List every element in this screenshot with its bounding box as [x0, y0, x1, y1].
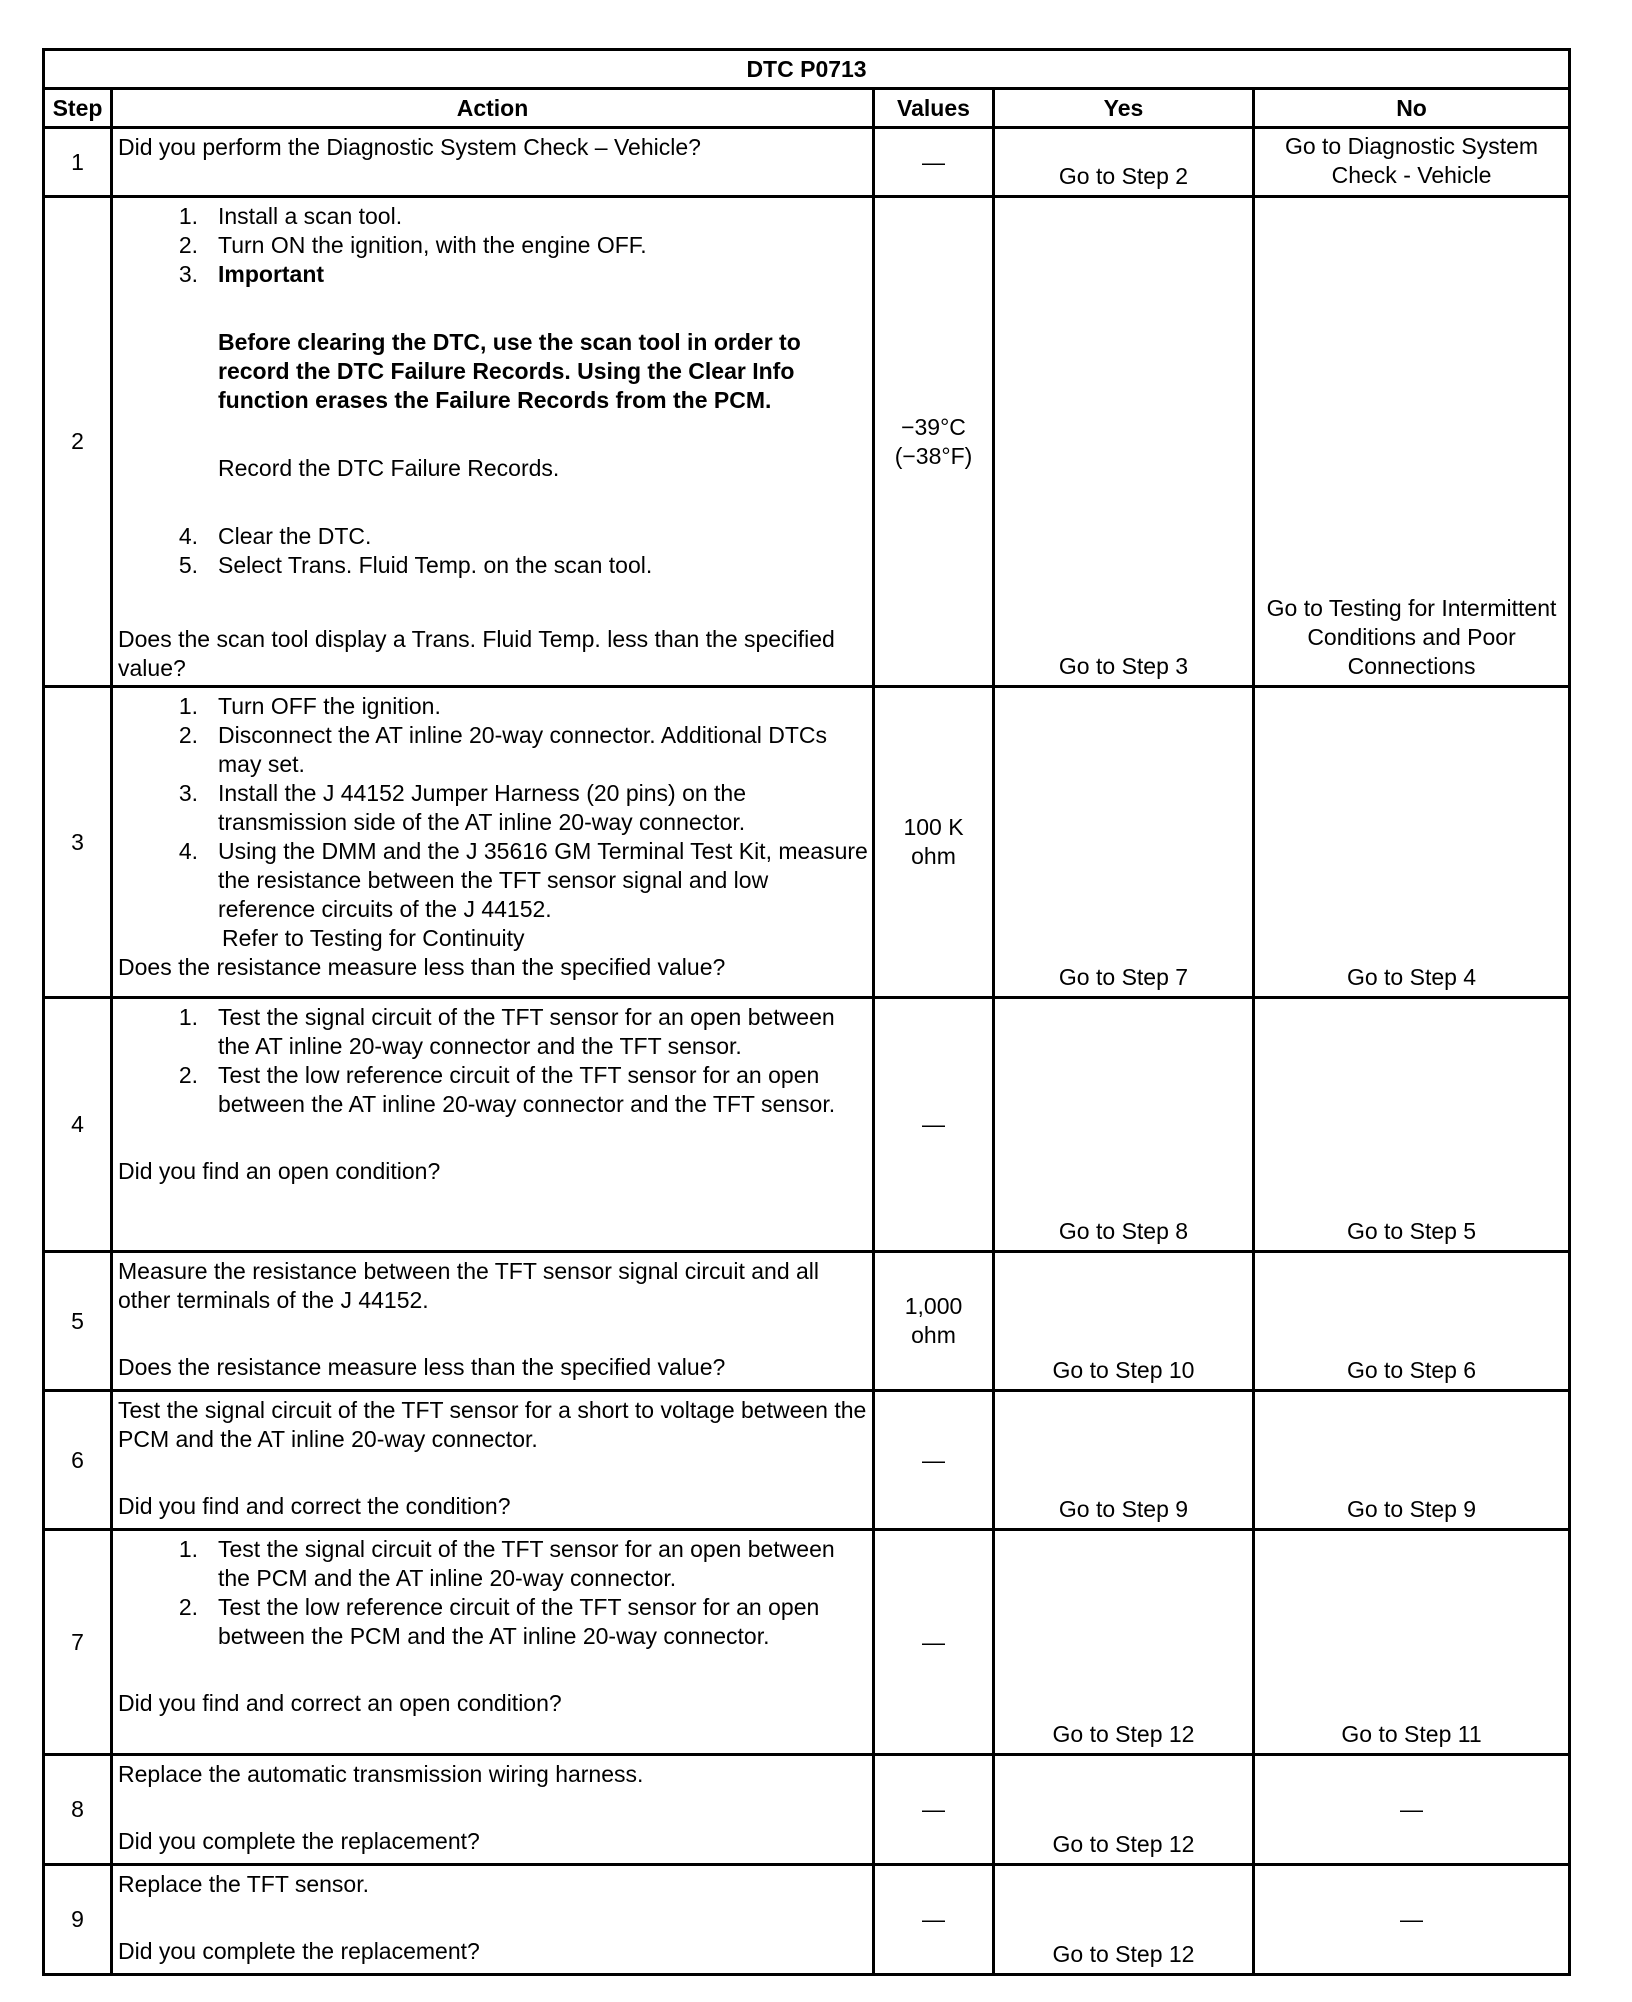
yes-link[interactable]: Go to Step 12	[994, 1755, 1254, 1865]
procedure-list	[118, 202, 868, 289]
action-question: Did you find and correct an open condition?	[118, 1690, 562, 1716]
action-cell	[112, 128, 874, 197]
yes-link[interactable]: Go to Step 12	[994, 1865, 1254, 1975]
action-question: Does the resistance measure less than the specified value?	[118, 954, 726, 980]
list-item: 3. Install the J 44152 Jumper Harness (20 pins) on the transmission side of the AT inline 20-way connector.	[178, 780, 747, 835]
no-link[interactable]: Go to Testing for Intermittent Conditions and Poor Connections	[1254, 197, 1570, 687]
action-instruction: Test the signal circuit of the TFT sensor for a short to voltage between the PCM and the AT inline 20-way connector.	[118, 1397, 867, 1452]
list-item: 2. Test the low reference circuit of the TFT sensor for an open between the PCM and the AT inline 20-way connector.	[178, 1594, 820, 1649]
list-item: 1. Turn OFF the ignition.	[178, 693, 441, 719]
value-cell: 100 K ohm	[874, 687, 994, 998]
action-cell	[112, 1252, 874, 1391]
no-link[interactable]: Go to Step 9	[1254, 1391, 1570, 1530]
value-cell: −39°C (−38°F)	[874, 197, 994, 687]
list-item: 1. Test the signal circuit of the TFT sensor for an open between the AT inline 20-way connector and the TFT sensor.	[178, 1004, 835, 1059]
procedure-list	[118, 1535, 868, 1651]
important-note: Before clearing the DTC, use the scan tool in order to record the DTC Failure Records. Using the Clear Info function erases the Failure Records from the PCM.	[218, 329, 801, 413]
table-row	[44, 1865, 1570, 1975]
yes-link[interactable]: Go to Step 9	[994, 1391, 1254, 1530]
yes-link[interactable]: Go to Step 12	[994, 1530, 1254, 1755]
header-yes: Yes	[994, 89, 1254, 128]
action-question: Did you find an open condition?	[118, 1158, 441, 1184]
no-value: —	[1254, 1865, 1570, 1975]
action-question: Did you complete the replacement?	[118, 1828, 480, 1854]
table-row	[44, 128, 1570, 197]
yes-link[interactable]: Go to Step 10	[994, 1252, 1254, 1391]
no-link[interactable]: Go to Step 6	[1254, 1252, 1570, 1391]
action-cell	[112, 1755, 874, 1865]
value-cell: —	[874, 998, 994, 1252]
header-step: Step	[44, 89, 112, 128]
table-row	[44, 1252, 1570, 1391]
list-item: 1. Install a scan tool.	[178, 203, 403, 229]
step-number: 4	[44, 998, 112, 1252]
list-item: 4. Using the DMM and the J 35616 GM Terminal Test Kit, measure the resistance between the TFT sensor signal and low reference circuits of the J 44152.	[178, 838, 868, 922]
no-link[interactable]: Go to Step 11	[1254, 1530, 1570, 1755]
step-number: 2	[44, 197, 112, 687]
yes-link[interactable]: Go to Step 7	[994, 687, 1254, 998]
list-item: 5. Select Trans. Fluid Temp. on the scan tool.	[178, 552, 653, 578]
value-cell: —	[874, 1865, 994, 1975]
header-values: Values	[874, 89, 994, 128]
table-title: DTC P0713	[44, 50, 1570, 89]
yes-link[interactable]: Go to Step 2	[994, 128, 1254, 197]
action-cell	[112, 1865, 874, 1975]
step-number: 3	[44, 687, 112, 998]
procedure-list	[118, 692, 868, 924]
step-number: 9	[44, 1865, 112, 1975]
list-item: 1. Test the signal circuit of the TFT sensor for an open between the PCM and the AT inline 20-way connector.	[178, 1536, 835, 1591]
table-row	[44, 1391, 1570, 1530]
value-cell: —	[874, 1755, 994, 1865]
no-link[interactable]: Go to Diagnostic System Check - Vehicle	[1254, 128, 1570, 197]
table-row	[44, 687, 1570, 998]
list-item: 2. Test the low reference circuit of the TFT sensor for an open between the AT inline 20-way connector and the TFT sensor.	[178, 1062, 836, 1117]
action-cell	[112, 197, 874, 687]
step-number: 1	[44, 128, 112, 197]
important-label: Important	[218, 261, 325, 287]
value-cell: —	[874, 1391, 994, 1530]
action-question: Did you perform the Diagnostic System Check – Vehicle?	[118, 134, 701, 160]
yes-link[interactable]: Go to Step 8	[994, 998, 1254, 1252]
reference-link[interactable]: Refer to Testing for Continuity	[222, 925, 525, 951]
action-instruction: Measure the resistance between the TFT sensor signal circuit and all other terminals of the J 44152.	[118, 1258, 820, 1313]
header-action: Action	[112, 89, 874, 128]
yes-link[interactable]: Go to Step 3	[994, 197, 1254, 687]
no-link[interactable]: Go to Step 5	[1254, 998, 1570, 1252]
action-question: Did you complete the replacement?	[118, 1938, 480, 1964]
action-cell	[112, 687, 874, 998]
list-item: 3. Important	[178, 261, 325, 287]
no-link[interactable]: Go to Step 4	[1254, 687, 1570, 998]
procedure-list	[118, 522, 868, 580]
record-instruction: Record the DTC Failure Records.	[218, 455, 560, 481]
table-row	[44, 998, 1570, 1252]
action-instruction: Replace the automatic transmission wiring harness.	[118, 1761, 644, 1787]
action-question: Does the resistance measure less than the specified value?	[118, 1354, 726, 1380]
list-item: 2. Turn ON the ignition, with the engine OFF.	[178, 232, 647, 258]
diagnostic-table-sheet	[42, 48, 1568, 1976]
value-cell: —	[874, 128, 994, 197]
value-cell: —	[874, 1530, 994, 1755]
action-question: Did you find and correct the condition?	[118, 1493, 511, 1519]
action-cell	[112, 998, 874, 1252]
step-number: 6	[44, 1391, 112, 1530]
header-no: No	[1254, 89, 1570, 128]
list-item: 2. Disconnect the AT inline 20-way connector. Additional DTCs may set.	[178, 722, 827, 777]
value-cell: 1,000 ohm	[874, 1252, 994, 1391]
list-item: 4. Clear the DTC.	[178, 523, 372, 549]
no-value: —	[1254, 1755, 1570, 1865]
table-row	[44, 1755, 1570, 1865]
action-cell	[112, 1391, 874, 1530]
action-instruction: Replace the TFT sensor.	[118, 1871, 370, 1897]
step-number: 7	[44, 1530, 112, 1755]
step-number: 8	[44, 1755, 112, 1865]
procedure-list	[118, 1003, 868, 1119]
step-number: 5	[44, 1252, 112, 1391]
action-question: Does the scan tool display a Trans. Fluid Temp. less than the specified value?	[118, 626, 835, 681]
diagnostic-table	[42, 48, 1571, 1976]
action-cell	[112, 1530, 874, 1755]
table-row	[44, 197, 1570, 687]
table-row	[44, 1530, 1570, 1755]
